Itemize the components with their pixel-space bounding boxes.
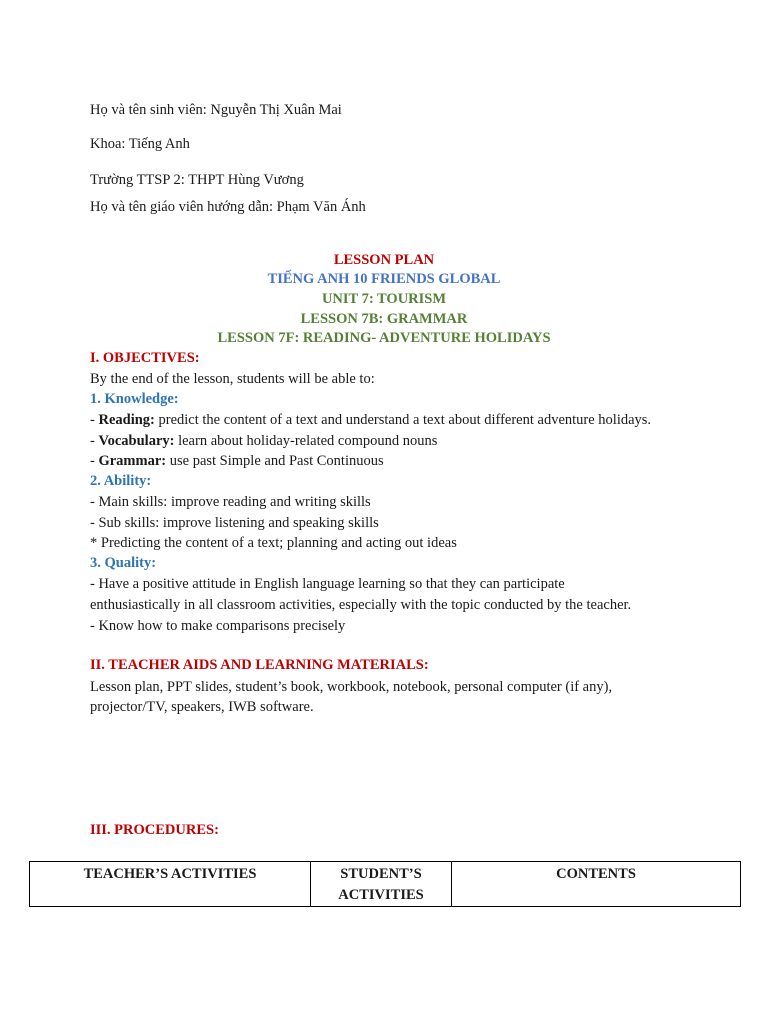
quality-heading: 3. Quality:: [90, 555, 157, 571]
quality-item: enthusiastically in all classroom activities, especially with the topic conducted by the teacher.: [90, 597, 632, 613]
lesson-plan-title: LESSON PLAN: [333, 252, 435, 268]
lesson-7f-title: LESSON 7F: READING- ADVENTURE HOLIDAYS: [217, 330, 551, 346]
objectives-heading: I. OBJECTIVES:: [90, 350, 200, 366]
aids-heading: II. TEACHER AIDS AND LEARNING MATERIALS:: [90, 657, 429, 673]
quality-item: - Know how to make comparisons precisely: [90, 618, 346, 634]
knowledge-heading: 1. Knowledge:: [90, 391, 179, 407]
knowledge-text: learn about holiday-related compound nouns: [174, 433, 438, 449]
procedures-heading: III. PROCEDURES:: [90, 822, 219, 838]
knowledge-item-vocabulary: - Vocabulary: learn about holiday-related compound nouns: [90, 433, 438, 449]
supervisor: Họ và tên giáo viên hướng dẫn: Phạm Văn Ánh: [90, 199, 366, 215]
quality-item: - Have a positive attitude in English language learning so that they can participate: [90, 576, 565, 592]
faculty: Khoa: Tiếng Anh: [90, 136, 190, 152]
aids-line: projector/TV, speakers, IWB software.: [90, 699, 314, 715]
ability-item: - Main skills: improve reading and writing skills: [90, 494, 371, 510]
aids-line: Lesson plan, PPT slides, student’s book, workbook, notebook, personal computer (if any),: [90, 679, 613, 695]
course-title: TIẾNG ANH 10 FRIENDS GLOBAL: [267, 271, 501, 287]
knowledge-label: Vocabulary:: [98, 433, 175, 449]
ability-item: * Predicting the content of a text; planning and acting out ideas: [90, 535, 457, 551]
lesson-7b-title: LESSON 7B: GRAMMAR: [300, 311, 468, 327]
col-student-activities: STUDENT’S ACTIVITIES: [311, 862, 452, 907]
knowledge-item-reading: - Reading: predict the content of a text and understand a text about different adventure holidays.: [90, 412, 652, 428]
col-contents: CONTENTS: [452, 862, 741, 907]
unit-title: UNIT 7: TOURISM: [321, 291, 447, 307]
knowledge-text: use past Simple and Past Continuous: [166, 453, 384, 469]
objectives-intro: By the end of the lesson, students will be able to:: [90, 371, 375, 387]
col-teacher-activities: TEACHER’S ACTIVITIES: [30, 862, 311, 907]
table-header-row: [30, 862, 741, 907]
knowledge-label: Grammar:: [98, 453, 167, 469]
ability-item: - Sub skills: improve listening and speaking skills: [90, 515, 379, 531]
procedures-table: [29, 861, 741, 907]
student-name: Họ và tên sinh viên: Nguyễn Thị Xuân Mai: [90, 102, 342, 118]
practicum-school: Trường TTSP 2: THPT Hùng Vương: [90, 172, 304, 188]
knowledge-label: Reading:: [98, 412, 155, 428]
ability-heading: 2. Ability:: [90, 473, 152, 489]
knowledge-text: predict the content of a text and understand a text about different adventure holidays.: [154, 412, 652, 428]
knowledge-item-grammar: - Grammar: use past Simple and Past Continuous: [90, 453, 384, 469]
